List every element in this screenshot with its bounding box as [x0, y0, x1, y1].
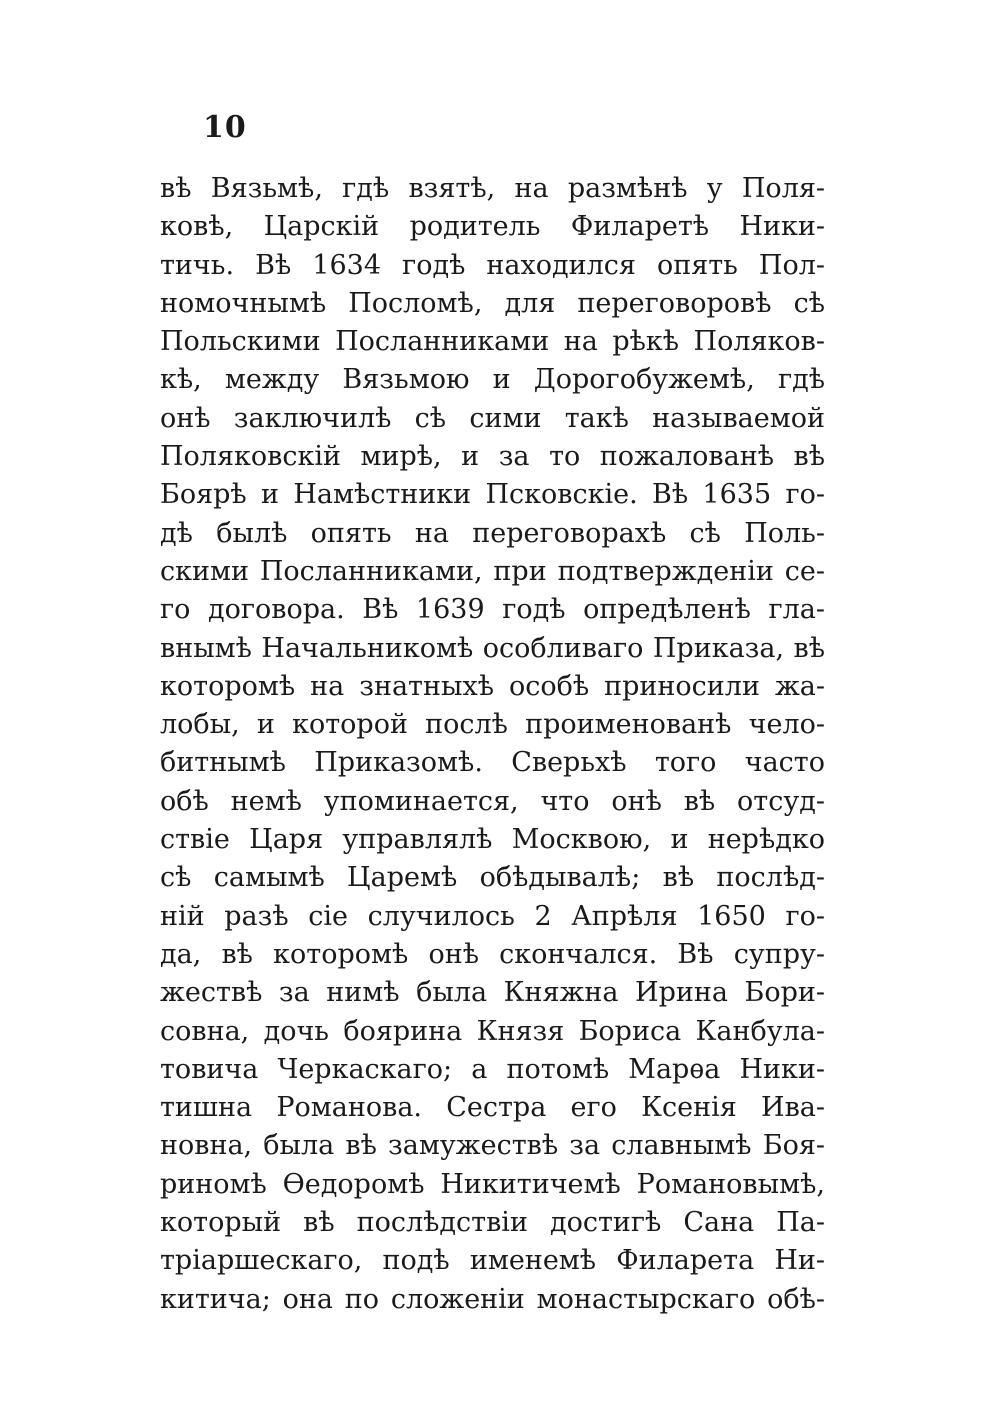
text-line: лобы, и которой послѣ проименованѣ чело-: [160, 709, 825, 741]
page-number: 10: [203, 110, 247, 145]
text-line: битнымѣ Приказомѣ. Сверьхѣ того часто: [160, 747, 825, 779]
text-line: вѣ Вязьмѣ, гдѣ взятѣ, на размѣнѣ у Поля-: [160, 173, 825, 204]
text-line: онѣ заключилѣ сѣ сими такѣ называемой: [160, 402, 825, 434]
text-line: тичь. Вѣ 1634 годѣ находился опять Пол-: [160, 249, 825, 281]
text-line: который вѣ послѣдствіи достигѣ Сана Па-: [160, 1207, 825, 1239]
text-line: обѣ немѣ упоминается, что онѣ вѣ отсуд-: [160, 785, 825, 817]
text-line: которомѣ на знатныхѣ особѣ приносили жа-: [160, 670, 825, 702]
text-line: ковѣ, Царскій родитель Филаретѣ Ники-: [160, 211, 825, 243]
text-line: китича; она по сложеніи монастырскаго обѣ-: [160, 1283, 825, 1315]
text-line: новна, была вѣ замужествѣ за славнымѣ Боя-: [160, 1130, 825, 1162]
text-line: ній разѣ сіе случилось 2 Апрѣля 1650 го-: [160, 900, 825, 932]
text-line: внымѣ Начальникомѣ особливаго Приказа, вѣ: [160, 632, 825, 664]
text-line: го договора. Вѣ 1639 годѣ опредѣленѣ гла-: [160, 594, 825, 626]
body-text: [160, 170, 825, 1319]
text-line: Боярѣ и Намѣстники Псковскіе. Вѣ 1635 го-: [160, 479, 825, 511]
text-line: кѣ, между Вязьмою и Дорогобужемѣ, гдѣ: [160, 364, 825, 396]
text-line: совна, дочь боярина Князя Бориса Канбула-: [160, 1015, 825, 1047]
text-line: тишна Романова. Сестра его Ксенія Ива-: [160, 1092, 825, 1124]
text-line: Польскими Посланниками на рѣкѣ Поляков-: [160, 326, 825, 358]
text-line: риномѣ Ѳедоромѣ Никитичемѣ Романовымѣ,: [160, 1168, 825, 1200]
text-line: Поляковскій мирѣ, и за то пожалованѣ вѣ: [160, 441, 825, 473]
text-line: тріаршескаго, подѣ именемѣ Филарета Ни-: [160, 1245, 825, 1277]
text-line: скими Посланниками, при подтвержденіи се-: [160, 555, 825, 587]
text-line: сѣ самымѣ Царемѣ обѣдывалѣ; вѣ послѣд-: [160, 862, 825, 894]
text-line: товича Черкаскаго; а потомѣ Марѳа Ники-: [160, 1053, 825, 1085]
text-line: дѣ былѣ опять на переговорахѣ сѣ Поль-: [160, 517, 825, 549]
text-line: да, вѣ которомѣ онѣ скончался. Вѣ супру-: [160, 938, 825, 970]
text-line: ствіе Царя управлялѣ Москвою, и нерѣдко: [160, 824, 825, 856]
text-line: жествѣ за нимѣ была Княжна Ирина Бори-: [160, 977, 825, 1009]
text-line: номочнымѣ Посломѣ, для переговоровѣ сѣ: [160, 287, 825, 319]
